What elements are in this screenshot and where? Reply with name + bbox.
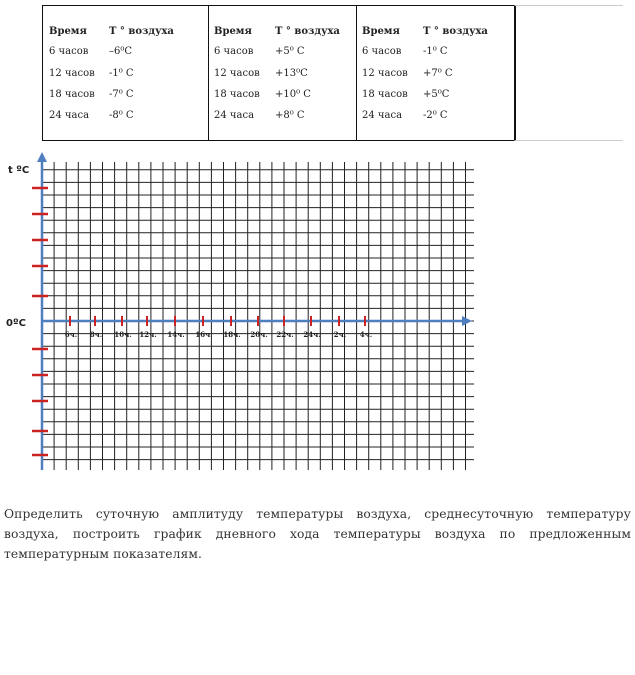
x-tick-label: 4ч. bbox=[359, 330, 373, 339]
table-block-2 bbox=[208, 5, 357, 141]
x-tick-label: 16ч. bbox=[195, 330, 213, 339]
table-empty-column bbox=[514, 5, 623, 141]
header-time: Время bbox=[49, 26, 87, 37]
temperature-table bbox=[42, 5, 622, 139]
row-time: 12 часов bbox=[49, 68, 95, 79]
row-time: 6 часов bbox=[362, 46, 402, 57]
row-temp: –6⁰С bbox=[109, 46, 133, 57]
header-temp: T ° воздуха bbox=[275, 26, 340, 37]
row-time: 24 часа bbox=[362, 110, 403, 121]
header-temp: T ° воздуха bbox=[423, 26, 488, 37]
x-tick-label: 6ч. bbox=[64, 330, 78, 339]
row-temp: +7⁰ С bbox=[423, 68, 453, 79]
row-temp: -8⁰ С bbox=[109, 110, 134, 121]
row-temp: -2⁰ С bbox=[423, 110, 448, 121]
x-tick-label: 2ч. bbox=[333, 330, 347, 339]
x-tick-label: 20ч. bbox=[250, 330, 268, 339]
row-time: 24 часа bbox=[49, 110, 90, 121]
row-time: 18 часов bbox=[214, 89, 260, 100]
header-temp: T ° воздуха bbox=[109, 26, 174, 37]
row-time: 18 часов bbox=[49, 89, 95, 100]
row-time: 6 часов bbox=[214, 46, 254, 57]
header-time: Время bbox=[214, 26, 252, 37]
y-axis-label: t ºС bbox=[8, 165, 30, 176]
row-time: 6 часов bbox=[49, 46, 89, 57]
grid-svg bbox=[0, 150, 635, 490]
task-text: Определить суточную амплитуду температуры воздуха, среднесуточную температуру воздуха, построить график дневного хода температуры воздуха по предложенным температурным показателям. bbox=[4, 507, 631, 561]
header-time: Время bbox=[362, 26, 400, 37]
row-time: 12 часов bbox=[362, 68, 408, 79]
row-time: 24 часа bbox=[214, 110, 255, 121]
row-temp: +10⁰ С bbox=[275, 89, 311, 100]
row-temp: +8⁰ С bbox=[275, 110, 305, 121]
table-block-1 bbox=[42, 5, 209, 141]
row-temp: -7⁰ С bbox=[109, 89, 134, 100]
row-temp: +13⁰С bbox=[275, 68, 308, 79]
row-time: 12 часов bbox=[214, 68, 260, 79]
row-temp: -1⁰ С bbox=[109, 68, 134, 79]
y-axis-arrow bbox=[37, 152, 47, 162]
x-tick-label: 18ч. bbox=[223, 330, 241, 339]
zero-label: 0ºС bbox=[6, 318, 26, 329]
x-tick-label: 12ч. bbox=[139, 330, 157, 339]
row-temp: +5⁰ С bbox=[275, 46, 305, 57]
table-block-3 bbox=[356, 5, 516, 141]
row-temp: -1⁰ С bbox=[423, 46, 448, 57]
x-tick-label: 14ч. bbox=[167, 330, 185, 339]
row-time: 18 часов bbox=[362, 89, 408, 100]
temperature-graph-grid bbox=[0, 150, 635, 490]
x-axis-arrow bbox=[462, 316, 472, 326]
x-tick-label: 8ч. bbox=[89, 330, 103, 339]
row-temp: +5⁰С bbox=[423, 89, 450, 100]
x-tick-label: 24ч. bbox=[303, 330, 321, 339]
x-tick-label: 10ч. bbox=[114, 330, 132, 339]
x-tick-label: 22ч. bbox=[276, 330, 294, 339]
